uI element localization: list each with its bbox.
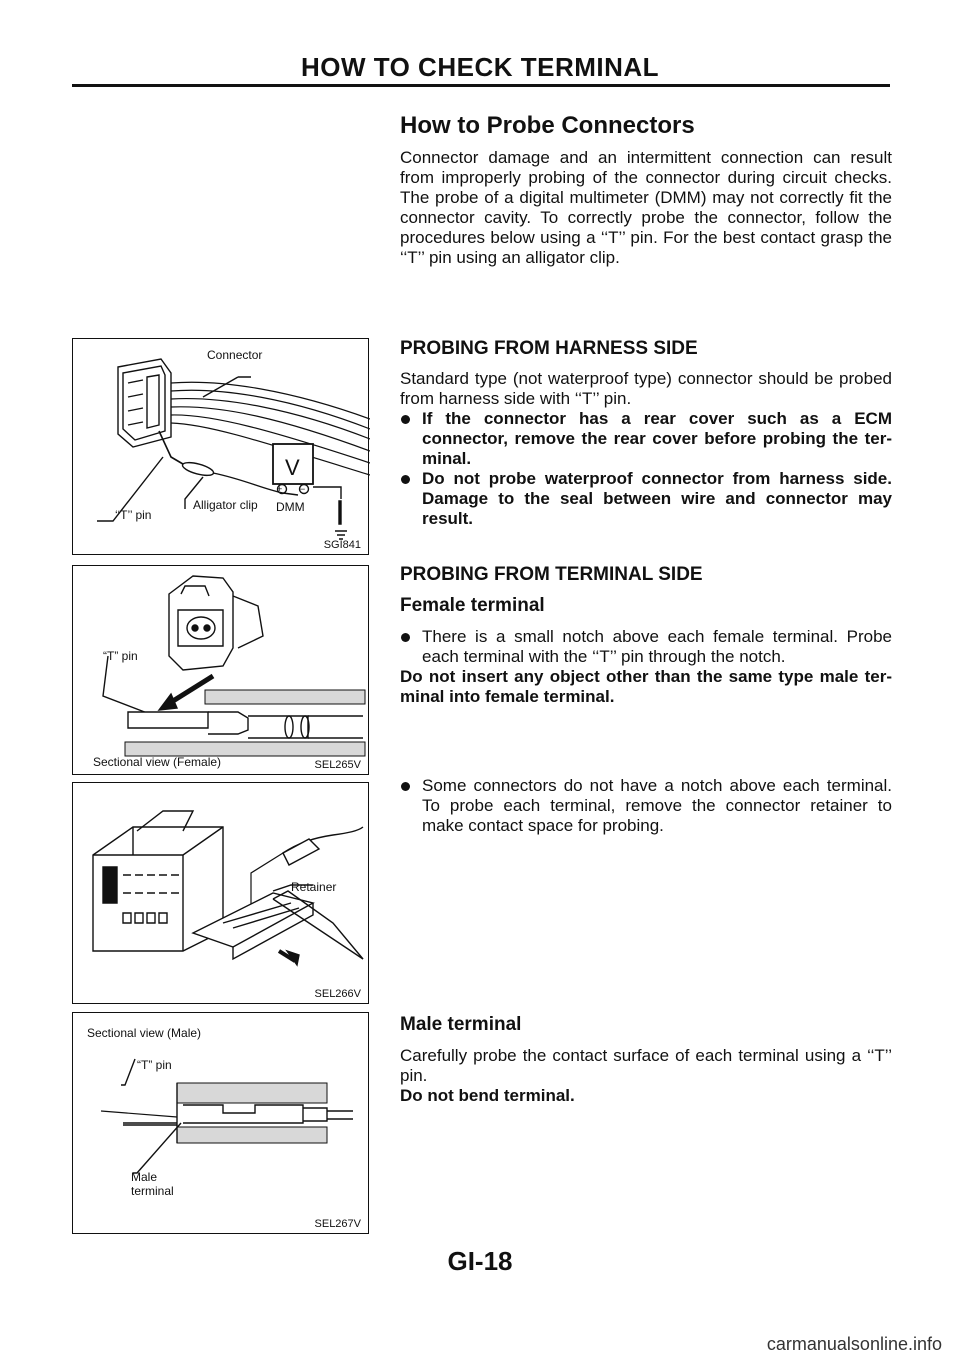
figure-caption: Sectional view (Male) [87, 1026, 202, 1040]
section-how-to-probe [400, 112, 892, 268]
intro-paragraph: Connector damage and an intermittent connection can result from improperly probing of the connector during circuit checks. The probe of a digital multimeter (DMM) may not correctly fit the connector cavity. To correctly probe the connector, follow the procedures below using a ‘‘T’’ pin. For the best contact grasp the ‘‘T’’ pin using an alligator clip. [400, 148, 892, 267]
figure-code: SEL265V [314, 759, 361, 771]
harness-probe-illustration [73, 339, 370, 556]
label-alligator-clip: Alligator clip [193, 498, 258, 512]
harness-side-title: PROBING FROM HARNESS SIDE [400, 338, 698, 359]
retainer-bullet [400, 776, 892, 836]
female-terminal-title: Female terminal [400, 595, 545, 616]
retainer-note [400, 776, 892, 836]
female-terminal-illustration [73, 566, 370, 776]
bullet-text: Do not probe waterproof connector from harness side. Damage to the seal between wire and connector may result. [422, 469, 892, 528]
figure-caption: Sectional view (Female) [93, 755, 222, 769]
label-terminal: terminal [131, 1184, 174, 1198]
female-bullet [400, 627, 892, 667]
watermark: carmanualsonline.info [766, 1334, 942, 1354]
section-male-terminal [400, 1014, 892, 1106]
figure-male-terminal [72, 1012, 369, 1234]
figure-code: SGI841 [323, 539, 361, 551]
bullet-dot-icon [401, 782, 410, 791]
bullet-text: Some connectors do not have a notch above each terminal. To probe each terminal, remove the connector retainer to make contact space for probing. [422, 776, 892, 835]
section-harness-side [400, 338, 892, 529]
label-male: Male [131, 1170, 158, 1184]
terminal-side-title: PROBING FROM TERMINAL SIDE [400, 564, 703, 585]
harness-bullet-rear-cover [400, 409, 892, 469]
label-dmm: DMM [276, 500, 305, 514]
label-meter-v: V [285, 455, 300, 480]
label-plus: + [277, 484, 283, 494]
figure-code: SEL266V [314, 988, 361, 1000]
bullet-dot-icon [401, 633, 410, 642]
male-terminal-text: Carefully probe the contact surface of each terminal using a ‘‘T’’ pin. [400, 1046, 892, 1085]
figure-probing-harness-side [72, 338, 369, 555]
retainer-illustration [73, 783, 370, 1005]
header-divider [72, 84, 890, 87]
label-t-pin: ‘‘T’’ pin [115, 508, 152, 522]
harness-side-intro: Standard type (not waterproof type) connector should be probed from harness side with ‘‘T’’ pin. [400, 369, 892, 408]
bullet-text: If the connector has a rear cover such as a ECM connector, remove the rear cover before probing the ter-minal. [422, 409, 892, 468]
male-terminal-illustration [73, 1013, 370, 1235]
label-t-pin: “T” pin [137, 1058, 172, 1072]
bullet-dot-icon [401, 475, 410, 484]
bullet-text: There is a small notch above each female terminal. Probe each terminal with the ‘‘T’’ pin through the notch. [422, 627, 892, 666]
label-t-pin: “T” pin [103, 649, 138, 663]
label-minus: − [300, 484, 306, 494]
page-number: GI-18 [447, 1246, 513, 1276]
section-terminal-side [400, 564, 892, 707]
female-warning: Do not insert any object other than the same type male ter-minal into female terminal. [400, 667, 892, 706]
figure-code: SEL267V [314, 1218, 361, 1230]
figure-female-terminal [72, 565, 369, 775]
label-connector: Connector [207, 348, 263, 362]
label-retainer: Retainer [291, 880, 337, 894]
male-terminal-title: Male terminal [400, 1014, 522, 1035]
page-header-title: HOW TO CHECK TERMINAL [300, 52, 660, 82]
section-title: How to Probe Connectors [400, 112, 695, 139]
figure-retainer [72, 782, 369, 1004]
male-warning: Do not bend terminal. [400, 1086, 575, 1105]
bullet-dot-icon [401, 415, 410, 424]
harness-bullet-waterproof [400, 469, 892, 529]
